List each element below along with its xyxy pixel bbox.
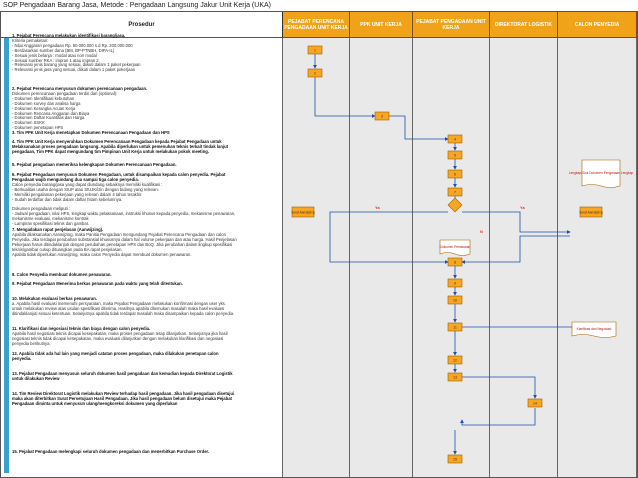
yes-label-left: Ya bbox=[375, 205, 380, 210]
header-ppk: PPK UNIT KERJA bbox=[350, 12, 413, 38]
flow-arrow bbox=[462, 212, 570, 232]
procedure-step-title: 5. Pejabat pengadaan memeriksa kelengkapan Dokumen Perencanaan Pengadaan. bbox=[12, 162, 177, 167]
procedure-step-body: Apabila hasil negosiasi teknis dicapai kesepakatan, maka proses pengadaan tetap dilanjutkan. Selanjutnya jika hasil negosiasi teknis tidak dicapai kesepakatan, maka evaluasi dilanjutkan dengan melakukan klarifikasi dan negosiasi penyedia berikutnya. bbox=[12, 330, 228, 346]
header-pejabat-pengadaan: PEJABAT PENGADAAN UNIT KERJA bbox=[413, 12, 490, 38]
flow-arrow bbox=[462, 236, 570, 262]
process-label: 4 bbox=[454, 137, 456, 142]
flow-arrow bbox=[389, 116, 448, 139]
process-label: 6 bbox=[454, 172, 456, 177]
yes-label-right: Ya bbox=[520, 205, 525, 210]
procedure-step-title: 7. Mengadakan rapat penjelasan (Aanwijzing). bbox=[12, 227, 104, 232]
process-label: 5 bbox=[454, 153, 456, 158]
flow-arrow bbox=[330, 212, 448, 262]
process-label: 1 bbox=[314, 48, 316, 53]
procedure-step-title: 13. Pejabat Pengadaan menyusun seluruh dokumen hasil pengadaan dan kemudian kepada Direktorat Logistik untuk dilakukan Review bbox=[12, 371, 233, 381]
document-lengkap-label: Lengkapi Dok Dokumen Pengadaan Lengkap bbox=[568, 171, 634, 175]
header-pejabat-perencana: PEJABAT PERENCANA PENGADAAN UNIT KERJA bbox=[283, 12, 350, 38]
procedure-step-body: a. Apabila hasil evaluasi memenuhi persyaratan, maka Pejabat Pengadaan melakukan konfirmasi dengan user yks. untuk melakukan review atas usulan spesifikasi diterima. Hasilnya apabila ditemukan masalah maka hasil evaluasi ditindaklanjuti sesuai ketentuan. Selanjutnya apabila tidak terdapat masalah maka disampaikan kepada calon penyedia. bbox=[12, 300, 235, 316]
process-label: 15 bbox=[453, 457, 457, 462]
process-label: 11 bbox=[453, 325, 457, 330]
flow-arrow bbox=[462, 377, 535, 398]
flow-extras bbox=[291, 160, 633, 338]
procedure-step-title: 6. Pejabat Pengadaan menyusun Dokumen Pengadaan, untuk disampaikan kepada calon penyedia. Pejabat Pengadaan wajib mengundang dua sampai tiga calon penyedia. bbox=[12, 172, 226, 182]
process-label: 10 bbox=[453, 298, 457, 303]
process-label: 13 bbox=[453, 375, 457, 380]
procedure-step-title: 14. Tim Review Direktorat Logistik melakukan Review terhadap hasil pengadaan. Jika hasil pengadaan disetujui maka akan diterbitkan Surat Persetujuan Hasil Pengadaan. Jika hasil pengadaan belum disetujui maka Pejabat Pengadaan diminta untuk menyusun ulang/mengkoreksi dokumen yang diperlukan bbox=[12, 391, 235, 406]
procedure-step-body: Calon penyedia barang/jasa yang dapat diundang sebaiknya memiliki kualifikasi : - Berkualitas usaha dengan SIUP atau SIUJK/izin dengan bidang yang relevan. - Memiliki pengalaman pekerjaan yang relevan dalam 4 tahun terakhir. - Sudah terdaftar dan tidak dalam daftar hitam sebelumnya. Dokumen pengadaan meliputi : - Jadwal pengadaan, nilai HPS, lengkap waktu pelaksanaan, instruksi khusus kepada penyedia, mekanisme penawaran, mekanisme evaluasi, mekanisme kontrak - Lampiran spesifikasi teknis dan gambar. bbox=[12, 181, 236, 227]
process-label: 7 bbox=[454, 190, 456, 195]
flow-arrow bbox=[462, 408, 535, 425]
procedure-step-title: 8. Calon Penyedia membuat dokumen penawaran. bbox=[12, 272, 112, 277]
procedure-step-title: 15. Pejabat Pengadaan melengkapi seluruh dokumen pengadaan dan menerbitkan Purchase Order. bbox=[12, 449, 210, 454]
surat-tag-right-label: Surat Aanwijzing bbox=[579, 210, 603, 215]
procedure-step-body: Kriteria pemaketan: - Nilai Anggaran pengadaan Rp. 50.000.000 s.d Rp. 200.000.000 - Berdasarkan sumber dana (BM, BP-PTNBH, DIPA-IL) - Sesuai jenis belanja : modal atau non modal - Sesuai sumber RKA : impran 1 atau impran 2 - Relevansi jenis barang yang sesuai, diikuti dalam 1 paket pekerjaan - Relevansi jenis jasa yang sesuai, diikuti dalam 1 paket pekerjaan bbox=[12, 37, 141, 73]
page-title: SOP Pengadaan Barang Jasa, Metode : Pengadaan Langsung Jakur Unit Kerja (UKA) bbox=[3, 2, 271, 9]
flow-edges bbox=[315, 54, 580, 454]
procedure-step-title: 10. Melakukan evaluasi berkas penawaran. bbox=[12, 296, 97, 301]
procedure-step-title: 12. Apabila tidak ada hal lain yang menjadi catatan proses pengadaan, maka dilakukan penetapan calon penyedia. bbox=[12, 351, 219, 361]
header-calon-penyedia: CALON PENYEDIA bbox=[558, 12, 637, 38]
document-klarifikasi-label: Klarifikasi dan Negosiasi bbox=[576, 327, 612, 331]
decision-diamond bbox=[448, 198, 462, 212]
procedure-step-title: 11. Klarifikasi dan negosiasi teknis dan biaya dengan calon penyedia. bbox=[12, 326, 151, 331]
process-label: 8 bbox=[454, 260, 456, 265]
flow-arrow bbox=[315, 77, 375, 116]
procedure-step-title: 9. Pejabat Pengadaan Menerima berkas penawaran pada waktu yang telah ditentukan. bbox=[12, 281, 183, 286]
no-label: N bbox=[480, 229, 483, 234]
header-direktorat: DIREKTORAT LOGISTIK bbox=[490, 12, 558, 38]
document-penawaran-label: Dokumen Penawaran bbox=[439, 245, 471, 249]
header-prosedur: Prosedur bbox=[1, 12, 283, 38]
process-label: 2 bbox=[314, 71, 316, 76]
procedure-step-title: 2. Pejabat Perencana menyusun dokumen perencanaan pengadaan. bbox=[12, 86, 148, 91]
process-label: 3 bbox=[381, 114, 383, 119]
process-label: 12 bbox=[453, 358, 457, 363]
procedure-step-title: 4. Tim PPK Unit Kerja menyerahkan Dokumen Perencanaan Pengadaan kepada Pejabat Pengadaan untuk Melaksanakan proses pengadaan langsung. Apabila diperlukan untuk pemenuhan teknis terkait tindak lanjut pengadaan, Tim PPK dapat mengundang tim Pimpinan Unit Kerja untuk melakukan pokok meeting. bbox=[12, 139, 229, 154]
flow-nodes bbox=[308, 46, 542, 463]
procedure-step-title: 1. Pejabat Perencana melakukan identifikasi barang/jasa. bbox=[12, 33, 126, 38]
procedure-step-body: Apabila dilaksanakan Aanwijzing, maka Panitia Pengadaan mengundang Pejabat Perencana Pengadaan dan calon Penyedia. Jika terdapat perubahan substansial khususnya dalam hal volume pekerjaan dan atau harga. Hasil Penjelasan Pekerjaan harus ditindaklanjuti dengan perubahan penetapan HPS dan BoQ. Jika perubahan dalam lingkup spesifikasi teknis/gambar cukup dituangkan pada BA rapat penjelasan. Apabila tidak diperlukan Aanwijzing, maka calon Penyedia dapat membuat dokumen penawaran. bbox=[12, 231, 237, 257]
procedure-step-title: 3. Tim PPK Unit Kerja menetapkan Dokumen Perencanaan Pengadaan dan HPS bbox=[12, 130, 170, 135]
process-label: 9 bbox=[454, 281, 456, 286]
surat-tag-left-label: Surat Aanwijzing bbox=[291, 210, 315, 215]
procedure-step-body: Dokumen perencanaan pengadaan terdiri dari (optional): - Dokumen Identifikasi kebutuhan - Dokumen survey dan analisa harga - Dokumen Kerangka Acuan Kerja - Dokumen Rencana Anggaran dan Biaya - Dokumen Daftar Kuantitas dan Harga - Dokumen SSKK - Dokumen penetapan HPS bbox=[12, 90, 118, 131]
process-label: 14 bbox=[533, 401, 537, 406]
